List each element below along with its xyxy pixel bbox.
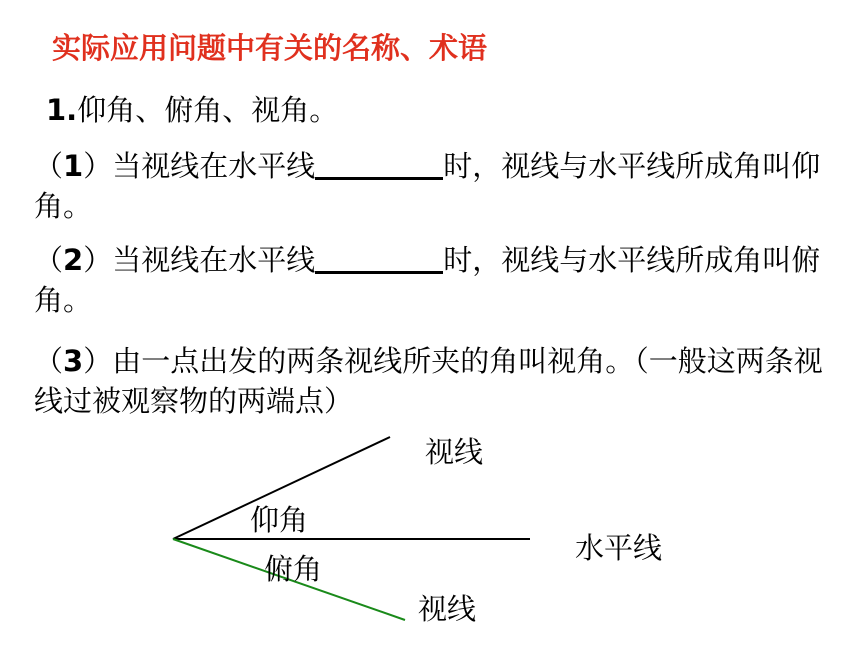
depression-angle-label: 俯角 (264, 552, 323, 586)
lower-sight-line-label: 视线 (418, 592, 477, 626)
item-1-text-before: 当视线在水平线 (112, 149, 316, 183)
item-2-index: 2 (63, 243, 84, 277)
slide-title: 实际应用问题中有关的名称、术语 (52, 31, 488, 65)
elevation-angle-label: 仰角 (250, 503, 309, 537)
section-heading-text: 仰角、俯角、视角。 (77, 93, 339, 127)
item-2-text-before: 当视线在水平线 (112, 243, 316, 277)
upper-sight-line-label: 视线 (425, 435, 484, 469)
horizontal-line-label: 水平线 (575, 531, 663, 565)
item-3-index: 3 (63, 344, 84, 378)
item-2-text-after: 时，视线与水平线所成角叫俯角。 (34, 243, 821, 317)
item-1-paragraph: （1）当视线在水平线 时，视线与水平线所成角叫仰角。 (34, 149, 821, 223)
item-3-paragraph: （3）由一点出发的两条视线所夹的角叫视角。（一般这两条视线过被观察物的两端点） (34, 344, 823, 418)
item-3-text: 由一点出发的两条视线所夹的角叫视角。（一般这两条视线过被观察物的两端点） (34, 344, 823, 418)
item-1-index: 1 (63, 149, 84, 183)
item-2-paragraph: （2）当视线在水平线 时，视线与水平线所成角叫俯角。 (34, 243, 821, 317)
section-number: 1. (46, 93, 78, 127)
item-1-text-after: 时，视线与水平线所成角叫仰角。 (34, 149, 821, 223)
